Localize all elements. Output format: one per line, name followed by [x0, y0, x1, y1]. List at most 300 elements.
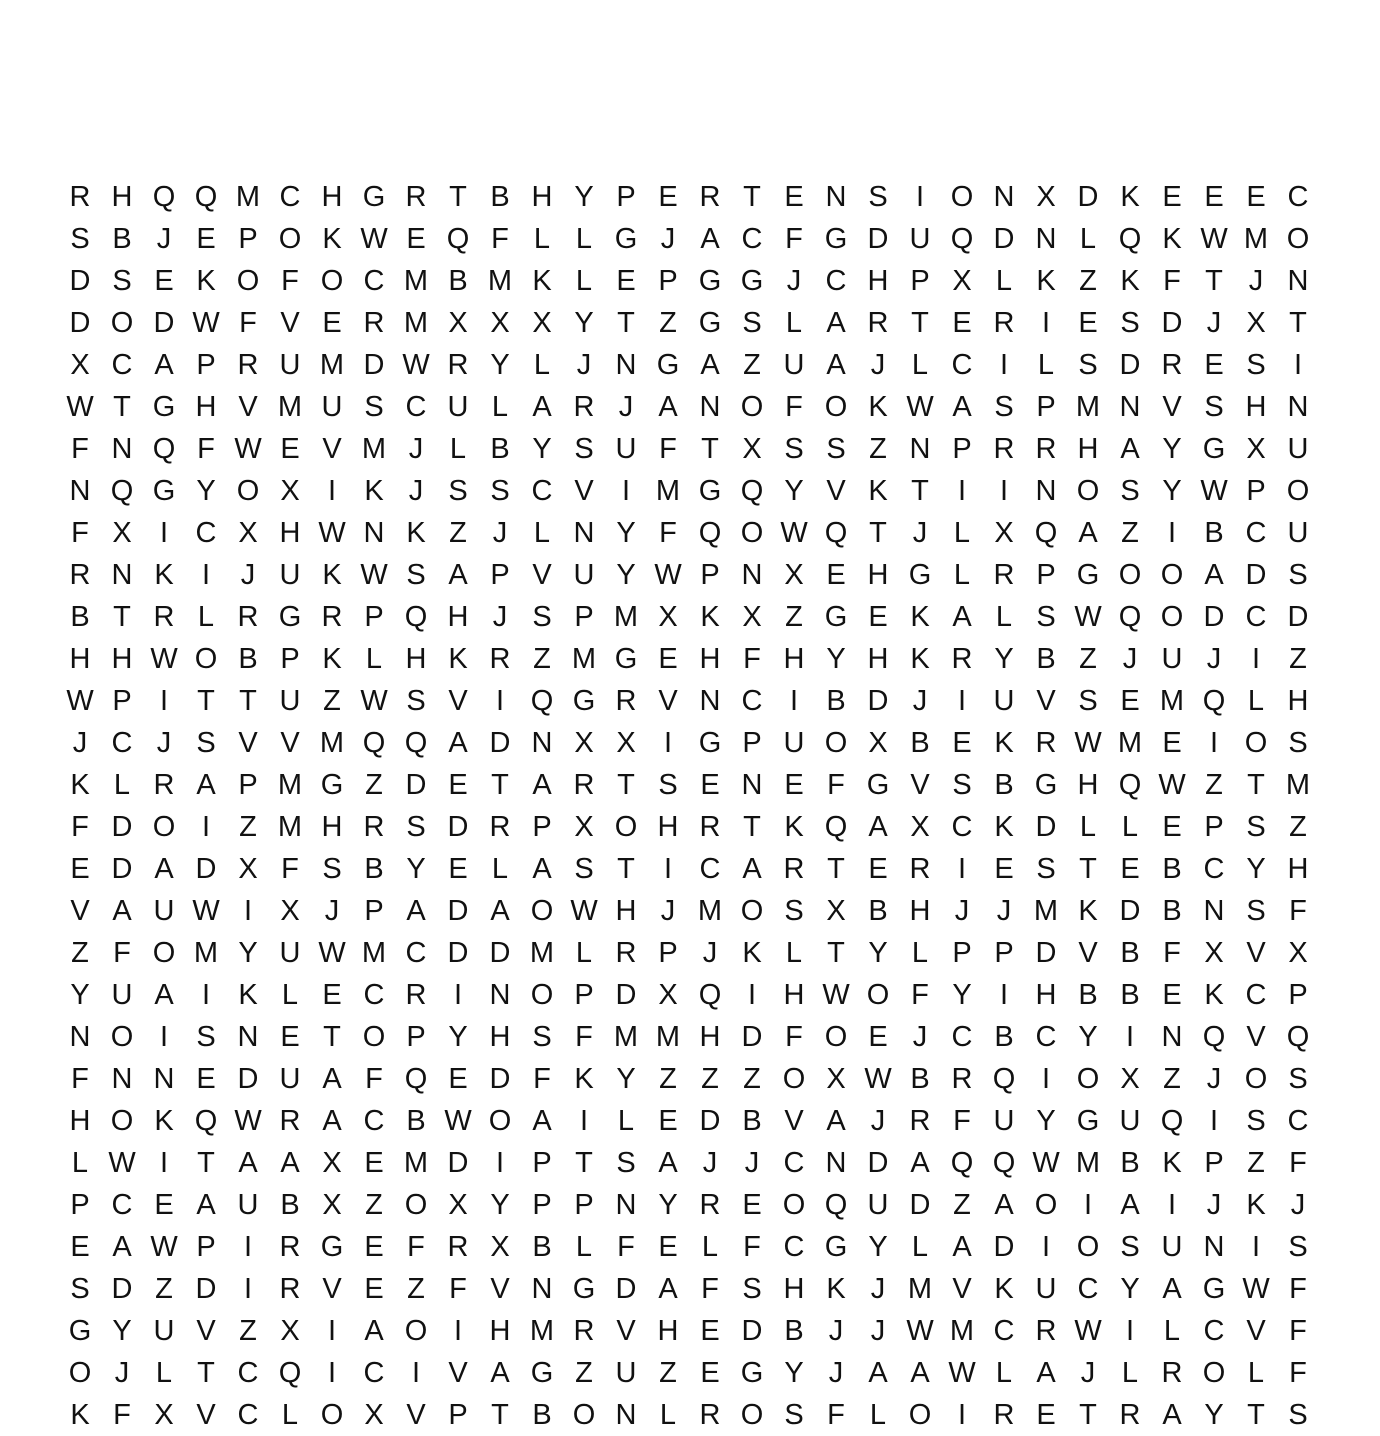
letter-cell: B [70, 600, 90, 633]
letter-cell: C [1245, 978, 1267, 1011]
letter-cell: Y [112, 1314, 132, 1347]
letter-cell: T [491, 1398, 509, 1431]
letter-cell: E [70, 1230, 90, 1263]
letter-cell: H [489, 1314, 511, 1347]
letter-cell: H [657, 1314, 679, 1347]
letter-cell: M [277, 810, 303, 843]
letter-cell: A [700, 222, 720, 255]
letter-cell: H [783, 642, 805, 675]
letter-cell: H [405, 642, 427, 675]
letter-cell: C [195, 516, 217, 549]
letter-cell: J [744, 1146, 760, 1179]
letter-cell: P [280, 642, 300, 675]
letter-cell: A [532, 390, 552, 423]
letter-cell: X [448, 306, 468, 339]
letter-cell: L [953, 516, 971, 549]
letter-cell: X [532, 306, 552, 339]
letter-cell: D [1203, 600, 1225, 633]
letter-cell: P [238, 768, 258, 801]
letter-cell: J [996, 894, 1012, 927]
letter-cell: J [870, 1104, 886, 1137]
letter-cell: B [238, 642, 258, 675]
letter-cell: G [824, 1230, 848, 1263]
letter-cell: N [531, 1272, 553, 1305]
letter-cell: E [784, 180, 804, 213]
letter-cell: A [364, 1314, 384, 1347]
letter-cell: J [870, 1272, 886, 1305]
letter-cell: T [1079, 1398, 1097, 1431]
letter-cell: P [532, 1146, 552, 1179]
letter-cell: A [532, 1104, 552, 1137]
letter-cell: O [1244, 726, 1268, 759]
letter-cell: A [532, 852, 552, 885]
letter-cell: C [405, 936, 427, 969]
letter-cell: R [363, 810, 385, 843]
letter-cell: S [1204, 390, 1224, 423]
letter-cell: S [1120, 306, 1140, 339]
letter-cell: N [699, 684, 721, 717]
letter-cell: Z [1289, 810, 1307, 843]
letter-cell: U [279, 684, 301, 717]
letter-cell: K [532, 264, 552, 297]
letter-cell: B [742, 1104, 762, 1137]
letter-cell: W [318, 516, 346, 549]
letter-cell: J [492, 516, 508, 549]
letter-cell: E [1162, 978, 1182, 1011]
letter-cell: M [1033, 894, 1059, 927]
letter-cell: Z [1079, 642, 1097, 675]
letter-cell: U [1119, 1104, 1141, 1137]
letter-cell: Q [740, 474, 764, 507]
letter-cell: E [868, 852, 888, 885]
letter-cell: Q [824, 516, 848, 549]
letter-cell: N [111, 1062, 133, 1095]
letter-cell: I [1083, 1188, 1093, 1221]
letter-cell: C [363, 1104, 385, 1137]
letter-cell: Y [1120, 1272, 1140, 1305]
letter-cell: S [868, 180, 888, 213]
letter-cell: I [327, 1314, 337, 1347]
letter-cell: T [1205, 264, 1223, 297]
letter-cell: C [1203, 1314, 1225, 1347]
letter-cell: E [448, 1062, 468, 1095]
letter-cell: B [994, 768, 1014, 801]
letter-cell: C [363, 1356, 385, 1389]
letter-cell: D [447, 1146, 469, 1179]
letter-cell: R [699, 180, 721, 213]
letter-cell: X [280, 894, 300, 927]
letter-cell: W [318, 936, 346, 969]
letter-cell: N [1161, 1020, 1183, 1053]
letter-cell: A [322, 1104, 342, 1137]
letter-cell: F [71, 810, 89, 843]
letter-cell: D [699, 1104, 721, 1137]
letter-cell: A [826, 1104, 846, 1137]
letter-cell: D [237, 1062, 259, 1095]
letter-cell: I [957, 474, 967, 507]
letter-cell: Y [1162, 474, 1182, 507]
letter-cell: O [1076, 1230, 1100, 1263]
letter-cell: M [613, 600, 639, 633]
letter-cell: R [867, 306, 889, 339]
letter-cell: P [490, 558, 510, 591]
letter-cell: A [154, 978, 174, 1011]
letter-cell: J [1206, 1062, 1222, 1095]
letter-cell: X [490, 306, 510, 339]
letter-cell: I [789, 684, 799, 717]
letter-cell: U [1161, 642, 1183, 675]
letter-cell: A [658, 1272, 678, 1305]
letter-cell: Z [71, 936, 89, 969]
letter-cell: D [447, 894, 469, 927]
letter-cell: T [113, 390, 131, 423]
letter-cell: X [658, 600, 678, 633]
letter-cell: X [154, 1398, 174, 1431]
letter-cell: X [1246, 306, 1266, 339]
letter-cell: L [995, 264, 1013, 297]
letter-cell: K [910, 600, 930, 633]
letter-cell: L [659, 1398, 677, 1431]
letter-cell: E [1036, 1398, 1056, 1431]
letter-cell: G [320, 1230, 344, 1263]
letter-cell: M [319, 726, 345, 759]
letter-cell: W [444, 1104, 472, 1137]
letter-cell: O [1076, 1062, 1100, 1095]
letter-cell: O [68, 1356, 92, 1389]
letter-cell: U [783, 726, 805, 759]
letter-cell: S [1288, 1398, 1308, 1431]
letter-cell: Q [152, 180, 176, 213]
letter-cell: W [822, 978, 850, 1011]
letter-cell: G [698, 726, 722, 759]
letter-cell: D [447, 810, 469, 843]
letter-cell: D [993, 222, 1015, 255]
letter-cell: X [280, 474, 300, 507]
letter-cell: W [360, 558, 388, 591]
letter-cell: B [910, 1062, 930, 1095]
letter-cell: G [152, 390, 176, 423]
letter-cell: L [575, 1230, 593, 1263]
letter-cell: V [448, 684, 468, 717]
letter-cell: O [614, 810, 638, 843]
letter-cell: S [1120, 1230, 1140, 1263]
letter-cell: G [908, 558, 932, 591]
letter-cell: L [995, 600, 1013, 633]
letter-cell: S [322, 852, 342, 885]
letter-cell: M [361, 936, 387, 969]
letter-cell: D [1077, 180, 1099, 213]
letter-cell: D [69, 264, 91, 297]
letter-cell: L [281, 1398, 299, 1431]
letter-cell: E [1162, 726, 1182, 759]
letter-cell: I [663, 852, 673, 885]
letter-cell: U [993, 684, 1015, 717]
letter-cell: E [280, 432, 300, 465]
letter-cell: D [489, 726, 511, 759]
letter-cell: N [573, 516, 595, 549]
letter-cell: A [910, 1356, 930, 1389]
letter-cell: Q [1160, 1104, 1184, 1137]
letter-cell: Q [1118, 600, 1142, 633]
letter-cell: X [910, 810, 930, 843]
letter-cell: R [573, 390, 595, 423]
letter-cell: H [69, 642, 91, 675]
letter-cell: M [529, 1314, 555, 1347]
letter-cell: C [111, 348, 133, 381]
letter-cell: F [197, 432, 215, 465]
letter-cell: W [192, 894, 220, 927]
letter-cell: R [699, 1398, 721, 1431]
letter-cell: O [782, 1188, 806, 1221]
letter-cell: I [453, 978, 463, 1011]
letter-cell: A [1120, 1188, 1140, 1221]
letter-cell: F [743, 1230, 761, 1263]
letter-cell: K [196, 264, 216, 297]
letter-cell: W [948, 1356, 976, 1389]
letter-cell: W [360, 684, 388, 717]
letter-cell: G [362, 180, 386, 213]
letter-cell: Q [530, 684, 554, 717]
letter-cell: S [826, 432, 846, 465]
letter-cell: N [489, 978, 511, 1011]
letter-cell: J [1080, 1356, 1096, 1389]
letter-cell: Z [407, 1272, 425, 1305]
letter-cell: U [573, 558, 595, 591]
letter-cell: E [952, 306, 972, 339]
letter-cell: K [784, 810, 804, 843]
letter-cell: S [112, 264, 132, 297]
letter-cell: W [1242, 1272, 1270, 1305]
letter-cell: S [406, 558, 426, 591]
letter-cell: Z [659, 306, 677, 339]
letter-cell: Y [868, 1230, 888, 1263]
letter-cell: J [156, 726, 172, 759]
letter-cell: D [1119, 348, 1141, 381]
letter-cell: I [495, 1146, 505, 1179]
letter-cell: O [908, 1398, 932, 1431]
letter-cell: Q [824, 810, 848, 843]
letter-cell: X [322, 1188, 342, 1221]
letter-cell: X [952, 264, 972, 297]
letter-cell: W [1032, 1146, 1060, 1179]
letter-cell: I [621, 474, 631, 507]
letter-cell: B [1162, 894, 1182, 927]
letter-cell: W [654, 558, 682, 591]
letter-cell: S [70, 1272, 90, 1305]
letter-cell: R [153, 600, 175, 633]
letter-cell: P [196, 348, 216, 381]
letter-cell: H [1077, 432, 1099, 465]
letter-cell: P [994, 936, 1014, 969]
letter-cell: R [1119, 1398, 1141, 1431]
letter-cell: Y [952, 978, 972, 1011]
letter-cell: O [1244, 1062, 1268, 1095]
letter-cell: M [1075, 390, 1101, 423]
letter-cell: N [531, 726, 553, 759]
letter-cell: U [909, 222, 931, 255]
letter-cell: D [909, 1188, 931, 1221]
letter-cell: Y [868, 936, 888, 969]
letter-cell: F [1289, 1146, 1307, 1179]
letter-cell: W [570, 894, 598, 927]
letter-cell: F [71, 1062, 89, 1095]
letter-cell: V [1246, 936, 1266, 969]
letter-cell: V [238, 390, 258, 423]
letter-cell: O [236, 474, 260, 507]
letter-cell: R [699, 810, 721, 843]
letter-cell: W [1074, 600, 1102, 633]
letter-cell: E [196, 222, 216, 255]
letter-cell: I [327, 474, 337, 507]
letter-cell: B [1036, 642, 1056, 675]
letter-cell: R [951, 642, 973, 675]
letter-cell: T [491, 768, 509, 801]
letter-cell: T [743, 810, 761, 843]
letter-cell: B [1120, 936, 1140, 969]
letter-cell: U [1161, 1230, 1183, 1263]
letter-cell: L [785, 306, 803, 339]
letter-cell: I [1167, 516, 1177, 549]
letter-cell: J [1248, 264, 1264, 297]
letter-cell: P [532, 810, 552, 843]
letter-cell: R [1035, 726, 1057, 759]
letter-cell: T [449, 180, 467, 213]
letter-cell: N [1287, 390, 1309, 423]
letter-cell: D [405, 768, 427, 801]
letter-cell: W [864, 1062, 892, 1095]
letter-cell: R [993, 306, 1015, 339]
letter-cell: G [614, 642, 638, 675]
letter-cell: U [1035, 1272, 1057, 1305]
letter-cell: T [827, 936, 845, 969]
letter-cell: F [281, 264, 299, 297]
letter-cell: C [1035, 1020, 1057, 1053]
letter-cell: S [784, 1398, 804, 1431]
letter-cell: M [1075, 1146, 1101, 1179]
letter-cell: K [868, 474, 888, 507]
letter-cell: K [994, 810, 1014, 843]
letter-cell: E [1246, 180, 1266, 213]
letter-cell: S [784, 894, 804, 927]
letter-cell: E [364, 1230, 384, 1263]
letter-cell: K [406, 516, 426, 549]
letter-cell: J [1206, 306, 1222, 339]
letter-cell: P [196, 1230, 216, 1263]
letter-cell: Q [698, 516, 722, 549]
letter-cell: S [952, 768, 972, 801]
letter-cell: T [1079, 852, 1097, 885]
letter-cell: B [1204, 516, 1224, 549]
letter-cell: M [487, 264, 513, 297]
letter-cell: A [490, 1356, 510, 1389]
letter-cell: L [1121, 810, 1139, 843]
letter-cell: Q [404, 1062, 428, 1095]
letter-cell: R [321, 600, 343, 633]
letter-cell: X [1036, 180, 1056, 213]
letter-cell: S [1246, 810, 1266, 843]
letter-cell: H [111, 180, 133, 213]
letter-cell: P [1036, 558, 1056, 591]
letter-cell: S [784, 432, 804, 465]
letter-cell: R [153, 768, 175, 801]
letter-cell: H [867, 642, 889, 675]
letter-cell: X [490, 1230, 510, 1263]
letter-cell: S [574, 432, 594, 465]
letter-cell: P [1246, 474, 1266, 507]
letter-cell: N [1035, 474, 1057, 507]
letter-cell: H [489, 1020, 511, 1053]
letter-cell: E [322, 978, 342, 1011]
letter-cell: T [869, 516, 887, 549]
letter-cell: I [1167, 1188, 1177, 1221]
letter-cell: Y [616, 516, 636, 549]
letter-cell: P [1204, 810, 1224, 843]
letter-cell: H [657, 810, 679, 843]
letter-cell: E [1078, 306, 1098, 339]
letter-cell: H [111, 642, 133, 675]
letter-cell: R [237, 348, 259, 381]
letter-cell: R [993, 1398, 1015, 1431]
letter-cell: M [1285, 768, 1311, 801]
letter-cell: R [69, 180, 91, 213]
letter-cell: L [1247, 1356, 1265, 1389]
letter-cell: M [571, 642, 597, 675]
letter-cell: B [112, 222, 132, 255]
letter-cell: X [658, 978, 678, 1011]
letter-cell: L [701, 1230, 719, 1263]
letter-cell: M [697, 894, 723, 927]
letter-cell: U [279, 558, 301, 591]
letter-cell: A [112, 1230, 132, 1263]
letter-cell: T [701, 432, 719, 465]
letter-cell: W [150, 1230, 178, 1263]
letter-cell: P [910, 264, 930, 297]
letter-cell: E [196, 1062, 216, 1095]
letter-cell: D [741, 1314, 763, 1347]
letter-cell: W [906, 1314, 934, 1347]
letter-cell: L [575, 222, 593, 255]
letter-cell: O [950, 180, 974, 213]
letter-cell: L [1121, 1356, 1139, 1389]
letter-cell: S [658, 768, 678, 801]
letter-cell: H [321, 810, 343, 843]
letter-cell: T [197, 1356, 215, 1389]
letter-cell: Y [574, 306, 594, 339]
letter-cell: U [279, 348, 301, 381]
letter-cell: K [1078, 894, 1098, 927]
letter-cell: R [1035, 1314, 1057, 1347]
letter-cell: X [616, 726, 636, 759]
letter-cell: U [237, 1188, 259, 1221]
letter-cell: I [915, 180, 925, 213]
letter-cell: O [782, 1062, 806, 1095]
letter-cell: H [531, 180, 553, 213]
letter-cell: P [406, 1020, 426, 1053]
letter-cell: A [1120, 432, 1140, 465]
letter-cell: R [615, 936, 637, 969]
letter-cell: J [114, 1356, 130, 1389]
letter-cell: S [742, 1272, 762, 1305]
letter-cell: M [319, 348, 345, 381]
letter-cell: F [1163, 264, 1181, 297]
letter-cell: N [825, 180, 847, 213]
letter-cell: Q [152, 432, 176, 465]
letter-cell: Y [1204, 1398, 1224, 1431]
letter-cell: B [826, 684, 846, 717]
letter-cell: V [196, 1314, 216, 1347]
letter-cell: Y [238, 936, 258, 969]
letter-cell: L [911, 1230, 929, 1263]
